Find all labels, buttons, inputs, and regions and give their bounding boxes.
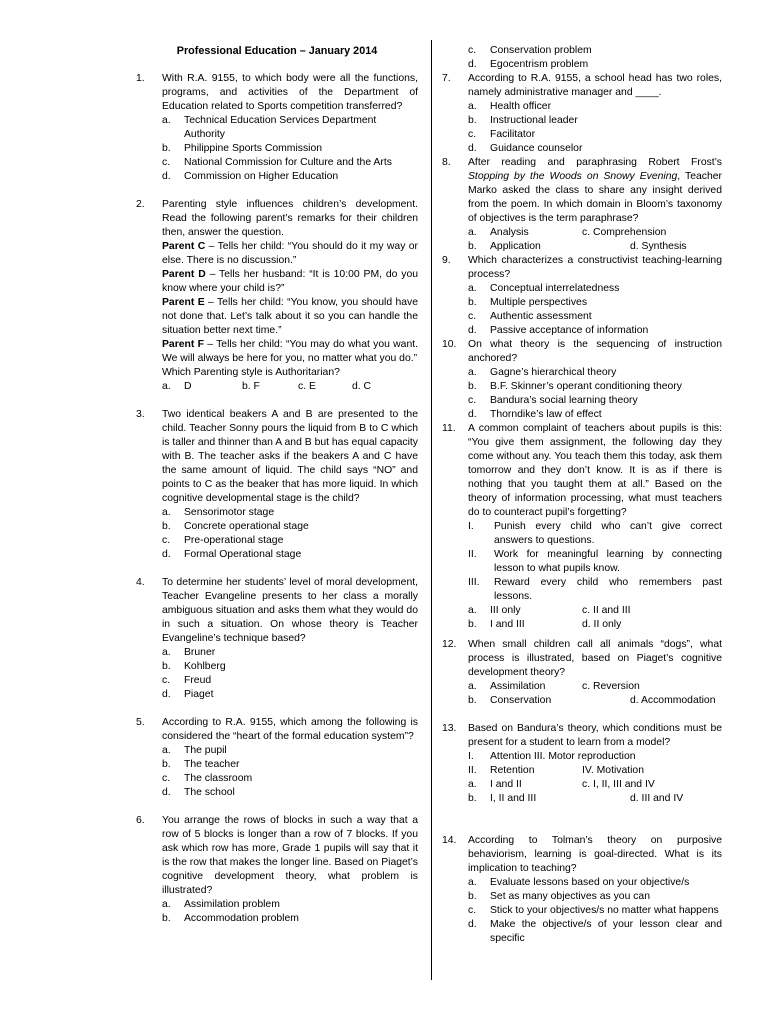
option-row: b. I, II and III d. III and IV [468, 793, 684, 804]
option: c. Facilitator [468, 129, 536, 140]
roman-row: II. Retention IV. Motivation [468, 765, 644, 776]
option-row: b. Conservation d. Accommodation [468, 695, 716, 706]
question-1 [136, 72, 418, 184]
option: c. Conservation problem [468, 45, 592, 56]
parent-remark: Parent C – Tells her child: “You should do it my way or else. There is no discussion.” [162, 241, 419, 266]
right-column [442, 44, 722, 946]
question-stem: A common complaint of teachers about pupils is this: “You give them assignment, the following day they come without any. You teach them this today, ask them tomorrow and they don’t know. It is as if there is nothing that you taught them at all.” Based on the theory of information processing, what must teachers do to counteract pupil’s forgetting? [468, 423, 722, 518]
question-number: 6. [136, 815, 145, 826]
option: d. The school [162, 787, 235, 798]
question-number: 12. [442, 639, 457, 650]
option-row: b. I and III d. II only [468, 619, 622, 630]
question-7 [442, 72, 722, 156]
left-column [136, 44, 418, 926]
option: a. Conceptual interrelatedness [468, 283, 620, 294]
question-number: 10. [442, 339, 457, 350]
roman-option: II. Work for meaningful learning by connecting lesson to what pupils know. [468, 549, 722, 574]
option: c. National Commission for Culture and the Arts [162, 157, 392, 168]
option: a. Assimilation problem [162, 899, 280, 910]
option: d. Make the objective/s of your lesson clear and specific [468, 919, 722, 944]
option: a. Gagne’s hierarchical theory [468, 367, 617, 378]
question-prompt: Which Parenting style is Authoritarian? [162, 367, 340, 378]
question-number: 3. [136, 409, 145, 420]
option: a. Health officer [468, 101, 552, 112]
option: b. Instructional leader [468, 115, 578, 126]
option-row: a. Analysis c. Comprehension [468, 227, 667, 238]
parent-remark: Parent D – Tells her husband: “It is 10:00 PM, do you know where your child is?” [162, 269, 419, 294]
option: a. Sensorimotor stage [162, 507, 275, 518]
option: b. Concrete operational stage [162, 521, 309, 532]
question-3 [136, 408, 418, 562]
parent-remark: Parent F – Tells her child: “You may do what you want. We will always be here for you, no matter what you do.” [162, 339, 418, 364]
column-divider [431, 40, 432, 980]
roman-option: I. Punish every child who can’t give correct answers to questions. [468, 521, 722, 546]
question-number: 4. [136, 577, 145, 588]
option: d. Passive acceptance of information [468, 325, 649, 336]
option: a. Evaluate lessons based on your objective/s [468, 877, 690, 888]
question-stem: Two identical beakers A and B are presented to the child. Teacher Sonny pours the liquid from B to C which is taller and thinner than A and B but has equal capacity with B. The teacher asks if the beakers A and C have the same amount of liquid. The child says “NO” and points to C as the beaker that has more liquid. In which cognitive developmental stage is the child? [162, 409, 418, 504]
question-stem: According to Tolman’s theory on purposive behaviorism, learning is goal-directed. What is its implication to teaching? [468, 835, 722, 874]
option-row: a. III only c. II and III [468, 605, 631, 616]
question-9 [442, 254, 722, 338]
question-4 [136, 576, 418, 702]
question-8 [442, 156, 722, 254]
option: c. Bandura’s social learning theory [468, 395, 638, 406]
option: b. B.F. Skinner’s operant conditioning theory [468, 381, 682, 392]
question-number: 1. [136, 73, 145, 84]
question-stem: To determine her students’ level of moral development, Teacher Evangeline presents to her class a morally ambiguous situation and asks them what they would do in such a situation. On whose theory is Teacher Evangeline’s technique based? [162, 577, 418, 644]
option: b. Philippine Sports Commission [162, 143, 323, 154]
question-number: 9. [442, 255, 451, 266]
question-10 [442, 338, 722, 422]
option: a. The pupil [162, 745, 227, 756]
option: d. Commission on Higher Education [162, 171, 339, 182]
option: a. Technical Education Services Department Authority [162, 115, 377, 140]
question-number: 2. [136, 199, 145, 210]
option: b. Accommodation problem [162, 913, 299, 924]
option: c. Freud [162, 675, 212, 686]
question-number: 14. [442, 835, 457, 846]
question-stem: On what theory is the sequencing of instruction anchored? [468, 339, 722, 364]
question-6-continued [442, 44, 722, 72]
question-6 [136, 814, 418, 926]
question-14 [442, 834, 722, 946]
option: d. Thorndike’s law of effect [468, 409, 602, 420]
question-stem: Parenting style influences children’s development. Read the following parent’s remarks for their children then, answer the question. [162, 199, 418, 238]
question-number: 8. [442, 157, 451, 168]
question-stem: Based on Bandura’s theory, which conditions must be present for a student to learn from a model? [468, 723, 722, 748]
question-stem: According to R.A. 9155, which among the following is considered the “heart of the formal education system”? [162, 717, 418, 742]
option-row: a. Assimilation c. Reversion [468, 681, 640, 692]
question-number: 5. [136, 717, 145, 728]
roman-row: I. Attention III. Motor reproduction [468, 751, 636, 762]
roman-option: III. Reward every child who remembers past lessons. [468, 577, 722, 602]
question-stem: Which characterizes a constructivist teaching-learning process? [468, 255, 722, 280]
option: d. Egocentrism problem [468, 59, 589, 70]
option: d. Piaget [162, 689, 214, 700]
question-11 [442, 422, 722, 632]
question-number: 7. [442, 73, 451, 84]
question-stem: You arrange the rows of blocks in such a way that a row of 5 blocks is longer than a row of 7 blocks. If you ask which row has more, Grade 1 pupils will say that it is the row that makes the longer line. Based on Piaget’s cognitive development theory, what problem is illustrated? [162, 815, 418, 896]
question-12 [442, 638, 722, 708]
question-13 [442, 722, 722, 806]
option: b. Multiple perspectives [468, 297, 588, 308]
option-row: a. I and II c. I, II, III and IV [468, 779, 655, 790]
option: c. The classroom [162, 773, 253, 784]
page-title: Professional Education – January 2014 [176, 45, 378, 57]
option: d. Formal Operational stage [162, 549, 302, 560]
question-number: 11. [442, 423, 456, 434]
option-row: b. Application d. Synthesis [468, 241, 687, 252]
question-2 [136, 198, 418, 394]
question-stem: After reading and paraphrasing Robert Frost’s Stopping by the Woods on Snowy Evening, Teacher Marko asked the class to share any insight derived from the poem. In which domain in Bloom’s taxonomy of objectives is the term paraphrase? [468, 157, 722, 224]
option: a. Bruner [162, 647, 216, 658]
option: c. Stick to your objectives/s no matter what happens [468, 905, 719, 916]
question-stem: When small children call all animals “dogs”, what process is illustrated, based on Piaget’s cognitive development theory? [468, 639, 722, 678]
question-number: 13. [442, 723, 457, 734]
option-row: a. D b. F c. E d. C [162, 381, 372, 392]
parent-remark: Parent E – Tells her child: “You know, you should have not done that. Let’s talk about it so you can handle the situation better next time.” [162, 297, 419, 336]
option: b. Set as many objectives as you can [468, 891, 650, 902]
option: b. Kohlberg [162, 661, 226, 672]
question-stem: According to R.A. 9155, a school head has two roles, namely administrative manager and ____. [468, 73, 722, 98]
option: c. Authentic assessment [468, 311, 592, 322]
question-stem: With R.A. 9155, to which body were all the functions, programs, and activities of the Department of Education related to Sports competition transferred? [162, 73, 418, 112]
option: d. Guidance counselor [468, 143, 583, 154]
question-5 [136, 716, 418, 800]
option: c. Pre-operational stage [162, 535, 284, 546]
option: b. The teacher [162, 759, 240, 770]
